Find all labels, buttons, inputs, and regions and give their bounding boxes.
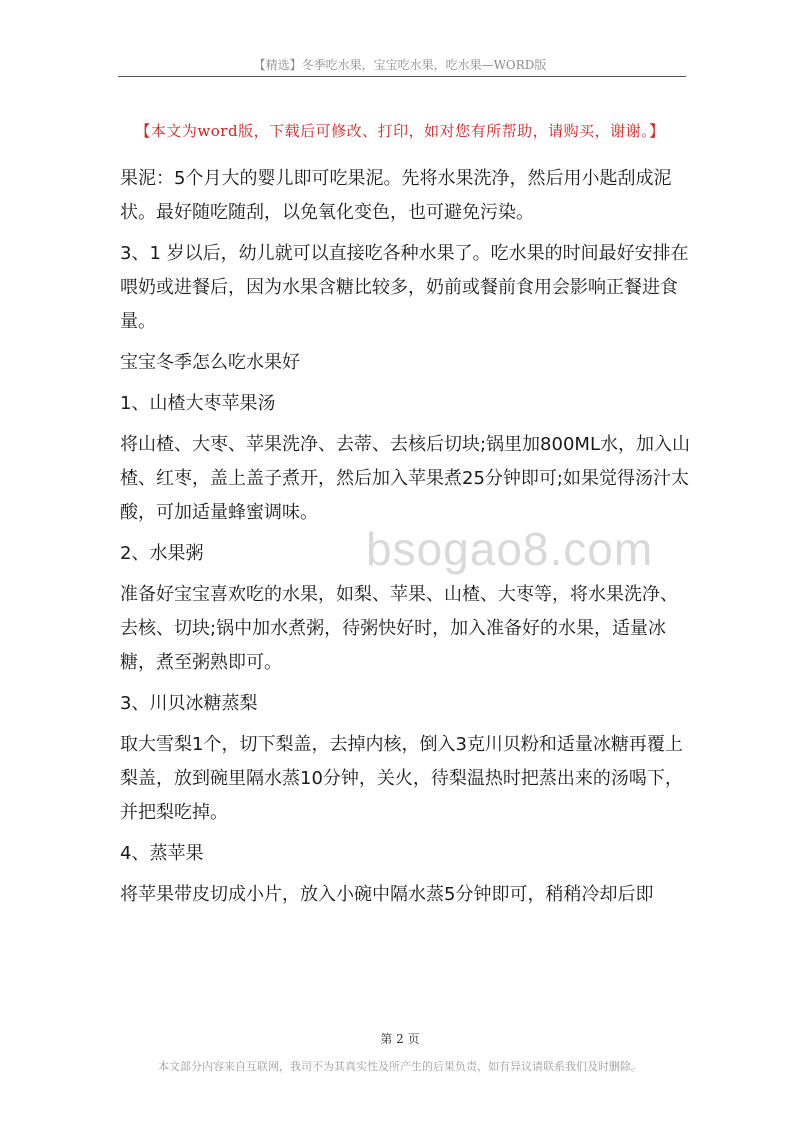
recipe-heading-steamed-pear: 3、川贝冰糖蒸梨	[120, 693, 258, 714]
paragraph-fruit-puree: 果泥：5个月大的婴儿即可吃果泥。先将水果洗净，然后用小匙刮成泥状。最好随吃随刮，以免氧化变色，也可避免污染。	[120, 168, 672, 223]
footer-disclaimer: 本文部分内容来自互联网，我司不为其真实性及所产生的后果负责，如有异议请联系我们及时删除。	[158, 1060, 642, 1073]
recipe-text-steamed-pear: 取大雪梨1个，切下梨盖，去掉内核，倒入3克川贝粉和适量冰糖再覆上梨盖，放到碗里隔水蒸10分钟，关火，待梨温热时把蒸出来的汤喝下，并把梨吃掉。	[120, 734, 683, 823]
recipe-text-steamed-apple: 将苹果带皮切成小片，放入小碗中隔水蒸5分钟即可，稍稍冷却后即	[120, 884, 654, 905]
recipe-text-hawthorn-soup: 将山楂、大枣、苹果洗净、去蒂、去核后切块;锅里加800ML水，加入山楂、红枣，盖上盖子煮开，然后加入苹果煮25分钟即可;如果觉得汤汁太酸，可加适量蜂蜜调味。	[120, 434, 690, 523]
recipe-heading-steamed-apple: 4、蒸苹果	[120, 843, 204, 864]
recipe-heading-fruit-porridge: 2、水果粥	[120, 543, 204, 564]
section-heading-winter-fruit: 宝宝冬季怎么吃水果好	[120, 352, 300, 373]
paragraph-one-year-old: 3、1 岁以后，幼儿就可以直接吃各种水果了。吃水果的时间最好安排在喂奶或进餐后，因为水果含糖比较多，奶前或餐前食用会影响正餐进食量。	[120, 243, 689, 332]
page-number: 第 2 页	[380, 1032, 420, 1046]
recipe-text-fruit-porridge: 准备好宝宝喜欢吃的水果，如梨、苹果、山楂、大枣等，将水果洗净、去核、切块;锅中加水煮粥，待粥快好时，加入准备好的水果，适量冰糖，煮至粥熟即可。	[120, 584, 678, 673]
purchase-notice: 【本文为word版，下载后可修改、打印，如对您有所帮助，请购买，谢谢。】	[135, 122, 665, 140]
header-title: 【精选】冬季吃水果，宝宝吃水果，吃水果—WORD版	[253, 58, 547, 72]
watermark: bsogao8.com	[366, 523, 654, 575]
recipe-heading-hawthorn-soup: 1、山楂大枣苹果汤	[120, 393, 276, 414]
header-divider	[118, 76, 686, 77]
